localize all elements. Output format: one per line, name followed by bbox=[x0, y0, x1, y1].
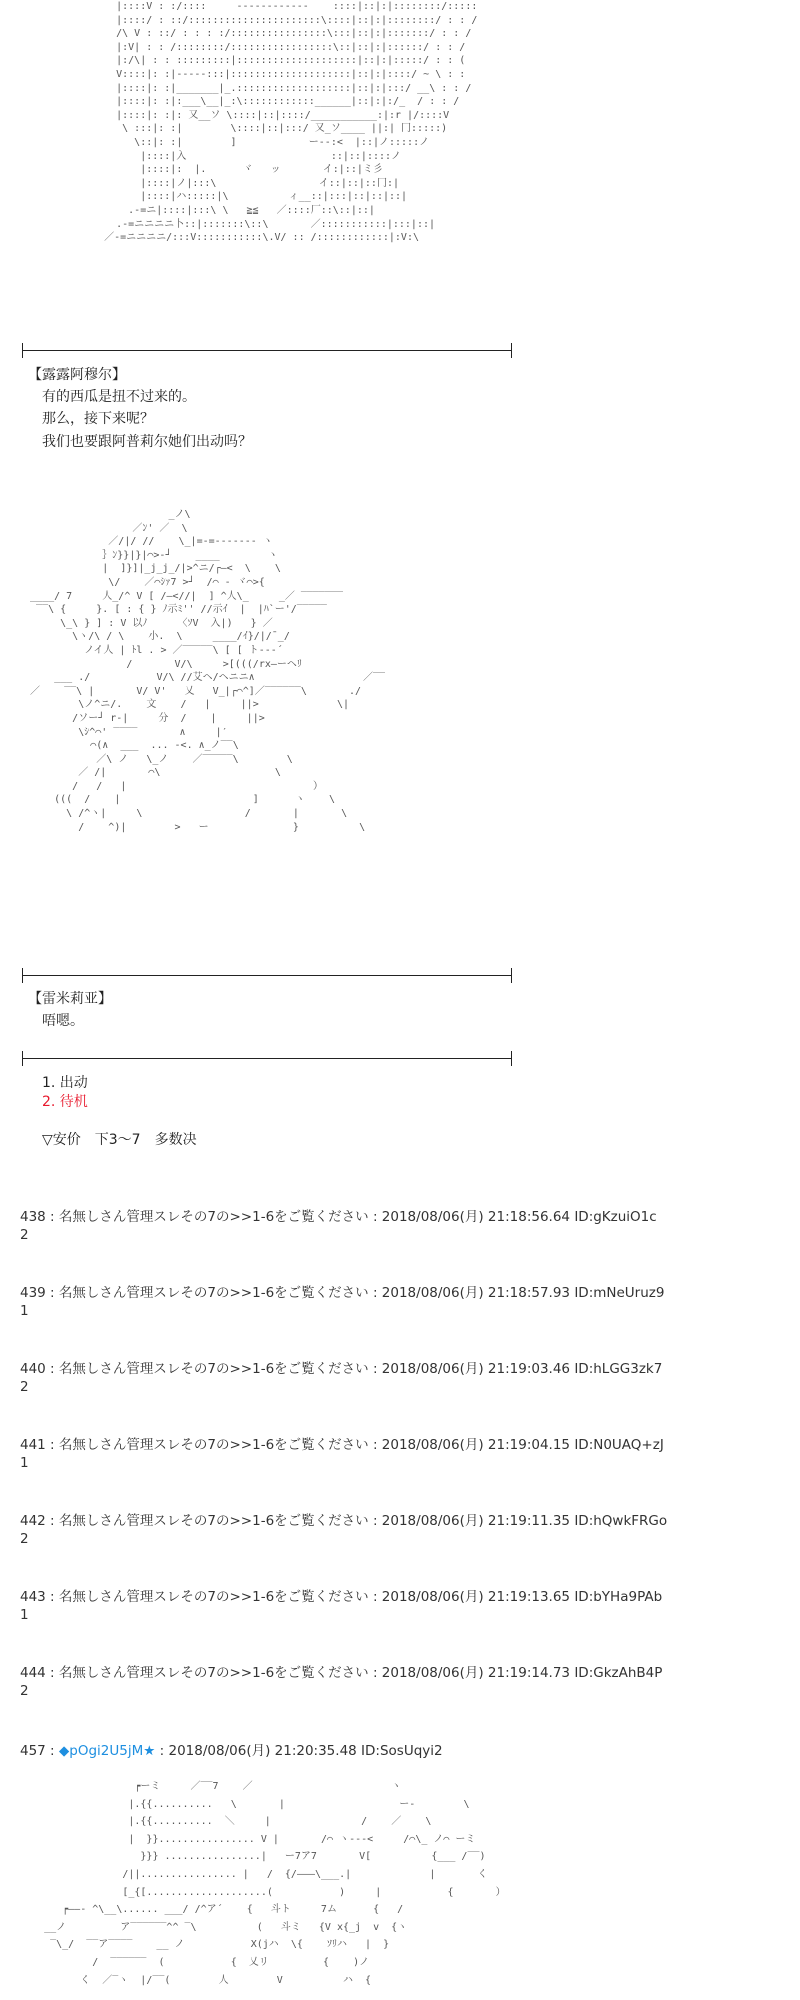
trip-code-link[interactable]: ◆pOgi2U5jM bbox=[58, 1743, 144, 1759]
vote-instruction: ▽安价 下3～7 多数决 bbox=[42, 1132, 197, 1148]
speaker-name: 【露露阿穆尔】 bbox=[28, 367, 126, 383]
post-header: 439 : 名無しさん管理スレその7の>>1-6をご覧ください : 2018/08/06(月) 21:18:57.93 ID:mNeUruz9 bbox=[20, 1285, 665, 1301]
dialogue-line: 我们也要跟阿普莉尔她们出动吗？ bbox=[42, 434, 252, 450]
post-body: 1 bbox=[20, 1607, 29, 1623]
post-header: 438 : 名無しさん管理スレその7の>>1-6をご覧ください : 2018/08/06(月) 21:18:56.64 ID:gKzuiO1c bbox=[20, 1209, 657, 1225]
separator-line bbox=[22, 1058, 512, 1059]
post-body: 2 bbox=[20, 1683, 29, 1699]
speaker-name: 【雷米莉亚】 bbox=[28, 991, 112, 1007]
star-icon: ★ bbox=[143, 1743, 156, 1759]
post-body: 2 bbox=[20, 1531, 29, 1547]
post-number: 457 : bbox=[20, 1743, 59, 1759]
post-header: 441 : 名無しさん管理スレその7の>>1-6をご覧ください : 2018/08/06(月) 21:19:04.15 ID:N0UAQ+zJ bbox=[20, 1437, 664, 1453]
post-body: 2 bbox=[20, 1227, 29, 1243]
option-2: 2. 待机 bbox=[42, 1094, 88, 1110]
post-header: 440 : 名無しさん管理スレその7の>>1-6をご覧ください : 2018/08/06(月) 21:19:03.46 ID:hLGG3zk7 bbox=[20, 1361, 663, 1377]
separator-line bbox=[22, 350, 512, 351]
post-header: 443 : 名無しさん管理スレその7の>>1-6をご覧ください : 2018/08/06(月) 21:19:13.65 ID:bYHa9PAb bbox=[20, 1589, 663, 1605]
post-header: 442 : 名無しさん管理スレその7の>>1-6をご覧ください : 2018/08/06(月) 21:19:11.35 ID:hQwkFRGo bbox=[20, 1513, 668, 1529]
post-body: 1 bbox=[20, 1455, 29, 1471]
post-body: 2 bbox=[20, 1379, 29, 1395]
ascii-art-bottom: ┍ーミ ／‾‾7 ／ ヽ |.{{.......... \ | ー- \ |.{{.......... ＼ | / ／ \ | }}................ V | /⌒ ヽ-‐-< /⌒\_ ノ⌒ ーミ }}} ................| ー7ア7 V[ {___ /‾‾) /||................ | / {/―――\___.| | く [_{[....................( ) | { ） ┍――‐ ^\__\...... ___/ /^ア´ { 斗ト 7ム { / __ノ ア‾‾‾‾‾‾^^ ‾\ ( 斗ミ {V x{_j v {ヽ ‾\_/ ‾‾ア‾‾‾‾ __ ノ X(jハ \{ ｿﾘハ | } / ‾‾‾‾‾‾ ( { 乂リ { )ノ く ／‾ヽ |/‾‾( 人 V ハ { bbox=[44, 1781, 506, 1986]
dialogue-line: 唔嗯。 bbox=[42, 1013, 84, 1029]
post-body: 1 bbox=[20, 1303, 29, 1319]
dialogue-line: 有的西瓜是扭不过来的。 bbox=[42, 389, 196, 405]
dialogue-line: 那么，接下来呢？ bbox=[42, 411, 154, 427]
post-meta: : 2018/08/06(月) 21:20:35.48 ID:SosUqyi2 bbox=[155, 1743, 443, 1759]
post-header: 444 : 名無しさん管理スレその7の>>1-6をご覧ください : 2018/08/06(月) 21:19:14.73 ID:GkzAhB4P bbox=[20, 1665, 663, 1681]
post-header-457 bbox=[20, 1742, 443, 1760]
separator-line bbox=[22, 975, 512, 976]
ascii-art-character: _ノ\ ／ﾝ' ／ \ ／/|/ // \_|=-=------- ヽ ｝ﾝ}}|}|⌒>-┘ ____ ヽ | ]}]|_j_j_/|>^ニ/┌―< \ \ \/ ／⌒ｼｧ7 >┘ /⌒ ‐ ヾ⌒>{ ____/ 7 人_/^ V [ /―<//| ] ^人\_ _／ ‾‾‾‾‾‾‾ ‾‾\ { }. [ : { } ﾉ示ﾐ'' //示ｲ | |ﾊ`ー'/‾‾‾‾‾ \_\ } ] : V 以ﾉ 〈ｿV 入|) } ／ \ヽ/\ / \ 小. \ ____/ｲ}/|/¯_/ ノイ人 | ﾄl . > ／‾‾‾‾‾\ [ [ ト--‐´ / V/\ >[(((/rx―ーヘﾘ ___ ./ V/\ //艾ヘ/ヘニニ∧ ／‾‾ ／ ‾‾\ | V/ V' 乂 V_|┌⌒^]／‾‾‾‾‾‾\ ./ \ノ^ニ/. 文 / | ||> \| /ソー┘ r-| 分 / | ||> \ｼ^⌒' ‾‾‾‾ ∧ |′ ⌒(∧ ___ ... -<. ∧_ノ‾‾\ ／\ ノ \_ノ ／‾‾‾‾‾\ \ ／ /| ⌒\ \ / / | ） ((( / | ] ヽ \ \ /^ヽ| \ / | \ / ^)| > ー } \ bbox=[30, 509, 386, 833]
ascii-art-top: |::::V : :/:::: ------------ ::::|::|:|::::::::/::::: |::::/ : ::/::::::::::::::::::::::\::::|::|:|::::::::/ : : / /\ V : ::/ : : : :/::::::::::::::::\:::|::|:|:::::::/ : : / |:V| : : /::::::::/:::::::::::::::::\::|::|:|::::::/ : : / |:/\| : : :::::::::|::::::::::::::::::::|::|:|:::::/ : : ( V::::|: :|-----:::|::::::::::::::::::::|::|:|::::/ ~ \ : : |::::|: :|_______|_.:::::::::::::::::::|::|:|:::/ __\ : : / |::::|: :|:___\__|_:\::::::::::::______|::|:|:/_ / : : / |::::|: :|: 又__ソ \::::|::|::::/___________:|:r |/::::V \ :::|: :| \::::|::|:::/ 又_ソ____ ||:| 冂:::::) \::|: :| ] ー--:< |::|ノ:::::ノ |::::|入 ::|::|::::ノ |::::|: |. ヾ ッ イ:|::|ミ彡 |::::|ノ|:::\ イ::|::|::冂:| |::::|ハ:::::|\ ィ__::|:::|::|::|::| .-=ニ|::::|:::\ \ ≧≦ ／::::厂::\::|::| .-=ニニニニ卜::|:::::::\::\ ／:::::::::::|:::|::| ／-=ニニニニ/:::V:::::::::::\.V/ :: /::::::::::::|:V:\ bbox=[104, 1, 478, 244]
option-1: 1. 出动 bbox=[42, 1075, 88, 1091]
